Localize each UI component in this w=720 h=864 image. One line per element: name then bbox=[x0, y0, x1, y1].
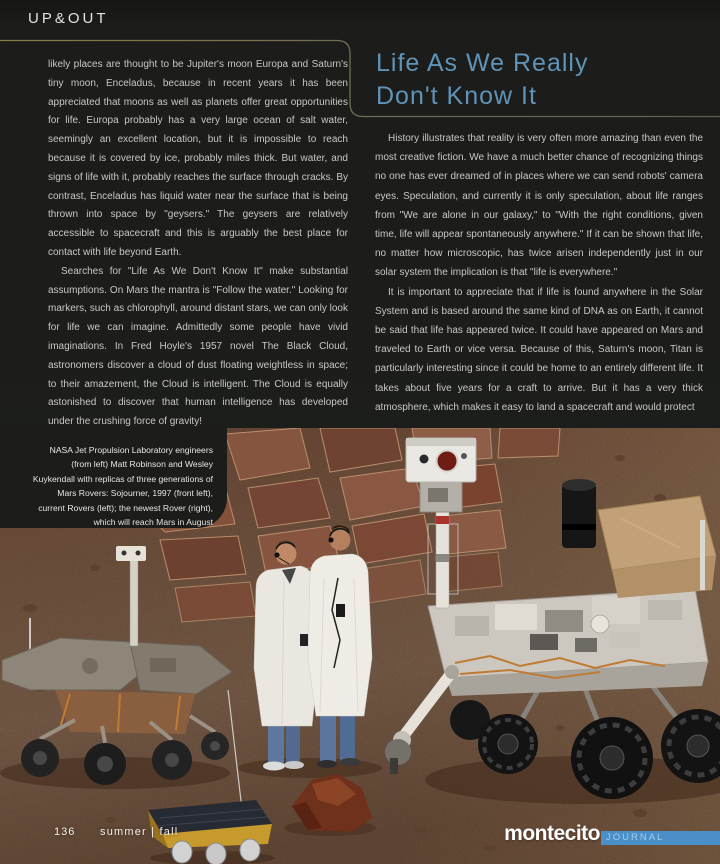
issue-label: summer | fall bbox=[100, 826, 179, 838]
brand-journal-label: JOURNAL bbox=[606, 832, 665, 843]
left-column bbox=[48, 56, 348, 432]
page-number: 136 bbox=[54, 826, 76, 838]
section-label: UP&OUT bbox=[28, 10, 109, 27]
right-paragraph-1: History illustrates that reality is very often more amazing than even the most creative fiction. We have a much better chance of recognizing things no one has ever dreamed of in places where we can send robots' camera eyes. Speculation, and currently it is only speculation, about life ranges from "We are alone in our galaxy," to "With the right conditions, given time, life will appear spontaneously anywhere." If it can be shown that life, no matter how microscopic, has twice arisen independently just in our solar system the implication is that "life is everywhere." bbox=[375, 133, 703, 279]
brand-journal-bar bbox=[601, 831, 720, 845]
photo-caption-box bbox=[0, 428, 227, 528]
right-column bbox=[375, 129, 703, 417]
left-paragraph-2: Searches for "Life As We Don't Know It" make substantial assumptions. On Mars the mantra is "Follow the water." Looking for markers, such as chlorophyll, around distant stars, we can only look for life we can imagine. Admittedly some people have vivid imaginations. In Fred Hoyle's 1957 novel The Black Cloud, astronomers discover a cloud of dust floating weightless in space; to their amazement, the Cloud is intelligent. The Cloud is equally astonished to discover that human intelligence has developed under the crushing force of gravity! bbox=[48, 265, 348, 428]
article-headline bbox=[376, 47, 706, 113]
right-paragraph-2: It is important to appreciate that if life is found anywhere in the Solar System and is based around the same kind of DNA as on Earth, it cannot be said that life has appeared twice. It could have appeared on Mars and traveled to Earth or vice versa. Because of this, Saturn's moon, Titan is particularly interesting since it could be home to an entirely different life. It takes about five years for a craft to arrive. But it has a very thick atmosphere, which makes it easy to land a spacecraft and would protect bbox=[375, 286, 703, 413]
left-paragraph-1: likely places are thought to be Jupiter's moon Europa and Saturn's tiny moon, Enceladus, because in recent years it has been appreciated that moons as well as planets offer great opportunities for life. Europa probably has a very large ocean of salt water, seemingly an excellent location, but it is impossible to reach because it is covered by ice, probably miles thick. But water, and signs of life with it, probably reaches the surface through cracks. By contrast, Enceladus has liquid water near the surface that is being thrown into space by "geysers." The geysers are relatively accessible to spacecraft and this is arguably the best place for contact with life beyond Earth. bbox=[48, 59, 348, 258]
brand-logo: montecito bbox=[504, 822, 600, 845]
photo-caption: NASA Jet Propulsion Laboratory engineers (from left) Matt Robinson and Wesley Kuykendall with replicas of three generations of Mars Rovers: Sojourner, 1997 (front left), current Rovers (left); the newest Rover (right), which will reach Mars in August bbox=[32, 445, 213, 528]
headline-line-1: Life As We Really bbox=[376, 49, 589, 77]
headline-line-2: Don't Know It bbox=[376, 82, 537, 110]
